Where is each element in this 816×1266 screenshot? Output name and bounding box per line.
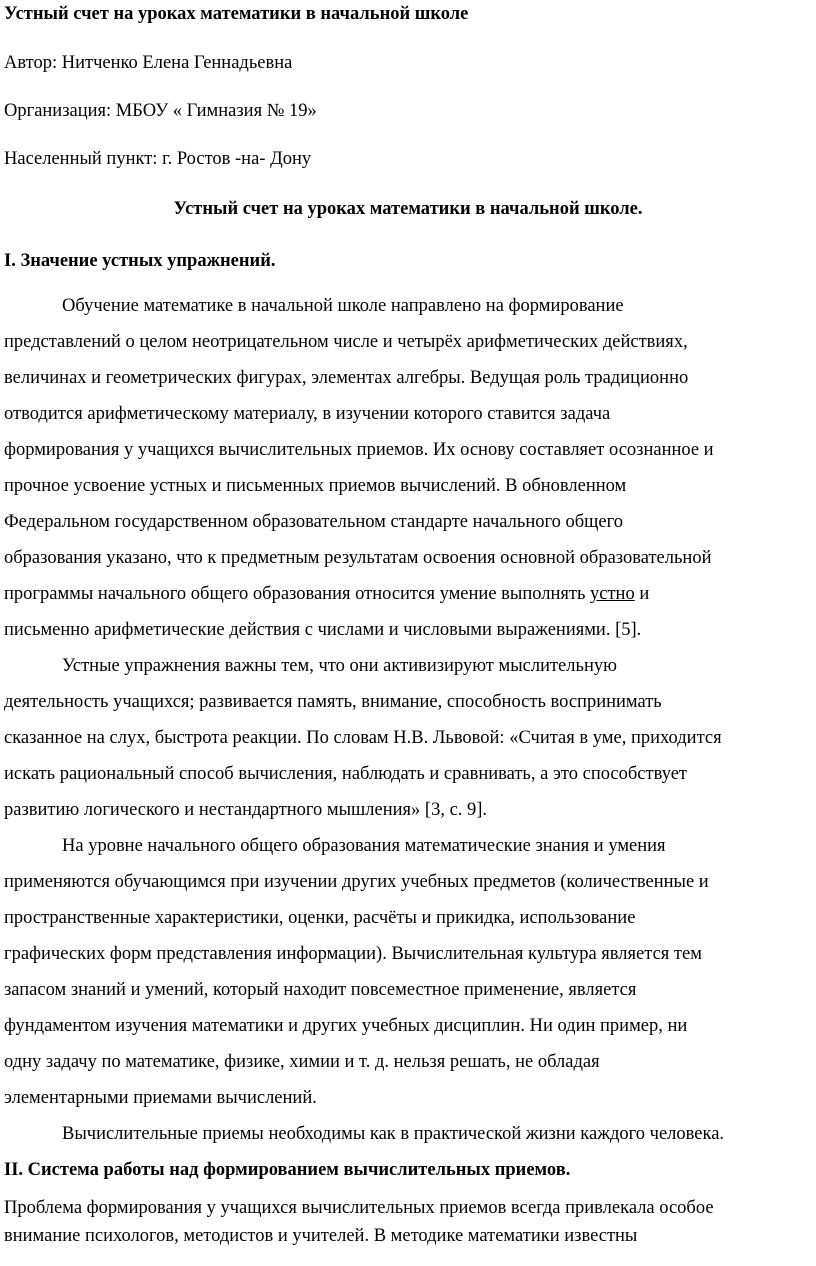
locality-line: Населенный пункт: г. Ростов -на- Дону xyxy=(4,149,312,169)
organization-line: Организация: МБОУ « Гимназия № 19» xyxy=(4,101,317,121)
paragraph-line: применяются обучающимся при изучении других учебных предметов (количественные и xyxy=(4,872,709,892)
paragraph-line: На уровне начального общего образования математические знания и умения xyxy=(62,836,666,856)
paragraph-line: пространственные характеристики, оценки, расчёты и прикидка, использование xyxy=(4,908,636,928)
article-title: Устный счет на уроках математики в начальной школе. xyxy=(173,199,643,219)
underlined-word: устно xyxy=(590,584,635,604)
paragraph-line: деятельность учащихся; развивается память, внимание, способность воспринимать xyxy=(4,692,662,712)
paragraph-text: программы начального общего образования относится умение выполнять xyxy=(4,584,591,604)
paragraph-line: Обучение математике в начальной школе направлено на формирование xyxy=(62,296,624,316)
paragraph-line: развитию логического и нестандартного мышления» [3, с. 9]. xyxy=(4,800,488,820)
paragraph-line: величинах и геометрических фигурах, элементах алгебры. Ведущая роль традиционно xyxy=(4,368,689,388)
paragraph-3 xyxy=(4,828,812,1116)
paragraph-line: прочное усвоение устных и письменных приемов вычислений. В обновленном xyxy=(4,476,627,496)
paragraph-line: формирования у учащихся вычислительных приемов. Их основу составляет осознанное и xyxy=(4,440,714,460)
author-line: Автор: Нитченко Елена Геннадьевна xyxy=(4,53,293,73)
paragraph-line: Устные упражнения важны тем, что они активизируют мыслительную xyxy=(62,656,617,676)
paragraph-line: одну задачу по математике, физике, химии и т. д. нельзя решать, не обладая xyxy=(4,1052,600,1072)
paragraph-line: сказанное на слух, быстрота реакции. По словам Н.В. Львовой: «Считая в уме, приходится xyxy=(4,728,722,748)
paragraph-line: Вычислительные приемы необходимы как в практической жизни каждого человека. xyxy=(62,1124,725,1144)
paragraph-line: образования указано, что к предметным результатам освоения основной образовательной xyxy=(4,548,712,568)
paragraph-line: Проблема формирования у учащихся вычислительных приемов всегда привлекала особое xyxy=(4,1198,714,1218)
paragraph-5 xyxy=(4,1194,812,1250)
paragraph-line: запасом знаний и умений, который находит повсеместное применение, является xyxy=(4,980,637,1000)
document-title: Устный счет на уроках математики в начальной школе xyxy=(4,4,469,24)
paragraph-1 xyxy=(4,288,812,648)
paragraph-line: письменно арифметические действия с числами и числовыми выражениями. [5]. xyxy=(4,620,642,640)
paragraph-line xyxy=(4,576,812,612)
paragraph-line: элементарными приемами вычислений. xyxy=(4,1088,317,1108)
paragraph-line: внимание психологов, методистов и учителей. В методике математики известны xyxy=(4,1226,638,1246)
paragraph-line: искать рациональный способ вычисления, наблюдать и сравнивать, а это способствует xyxy=(4,764,688,784)
paragraph-line: Федеральном государственном образовательном стандарте начального общего xyxy=(4,512,624,532)
paragraph-line: фундаментом изучения математики и других учебных дисциплин. Ни один пример, ни xyxy=(4,1016,688,1036)
paragraph-text: и xyxy=(634,584,650,604)
paragraph-line: представлений о целом неотрицательном числе и четырёх арифметических действиях, xyxy=(4,332,688,352)
paragraph-line: графических форм представления информации). Вычислительная культура является тем xyxy=(4,944,702,964)
paragraph-2 xyxy=(4,648,812,828)
section-heading-2: II. Система работы над формированием вычислительных приемов. xyxy=(4,1160,571,1180)
section-heading-1: I. Значение устных упражнений. xyxy=(4,251,276,271)
paragraph-4 xyxy=(4,1116,812,1152)
paragraph-line: отводится арифметическому материалу, в изучении которого ставится задача xyxy=(4,404,611,424)
